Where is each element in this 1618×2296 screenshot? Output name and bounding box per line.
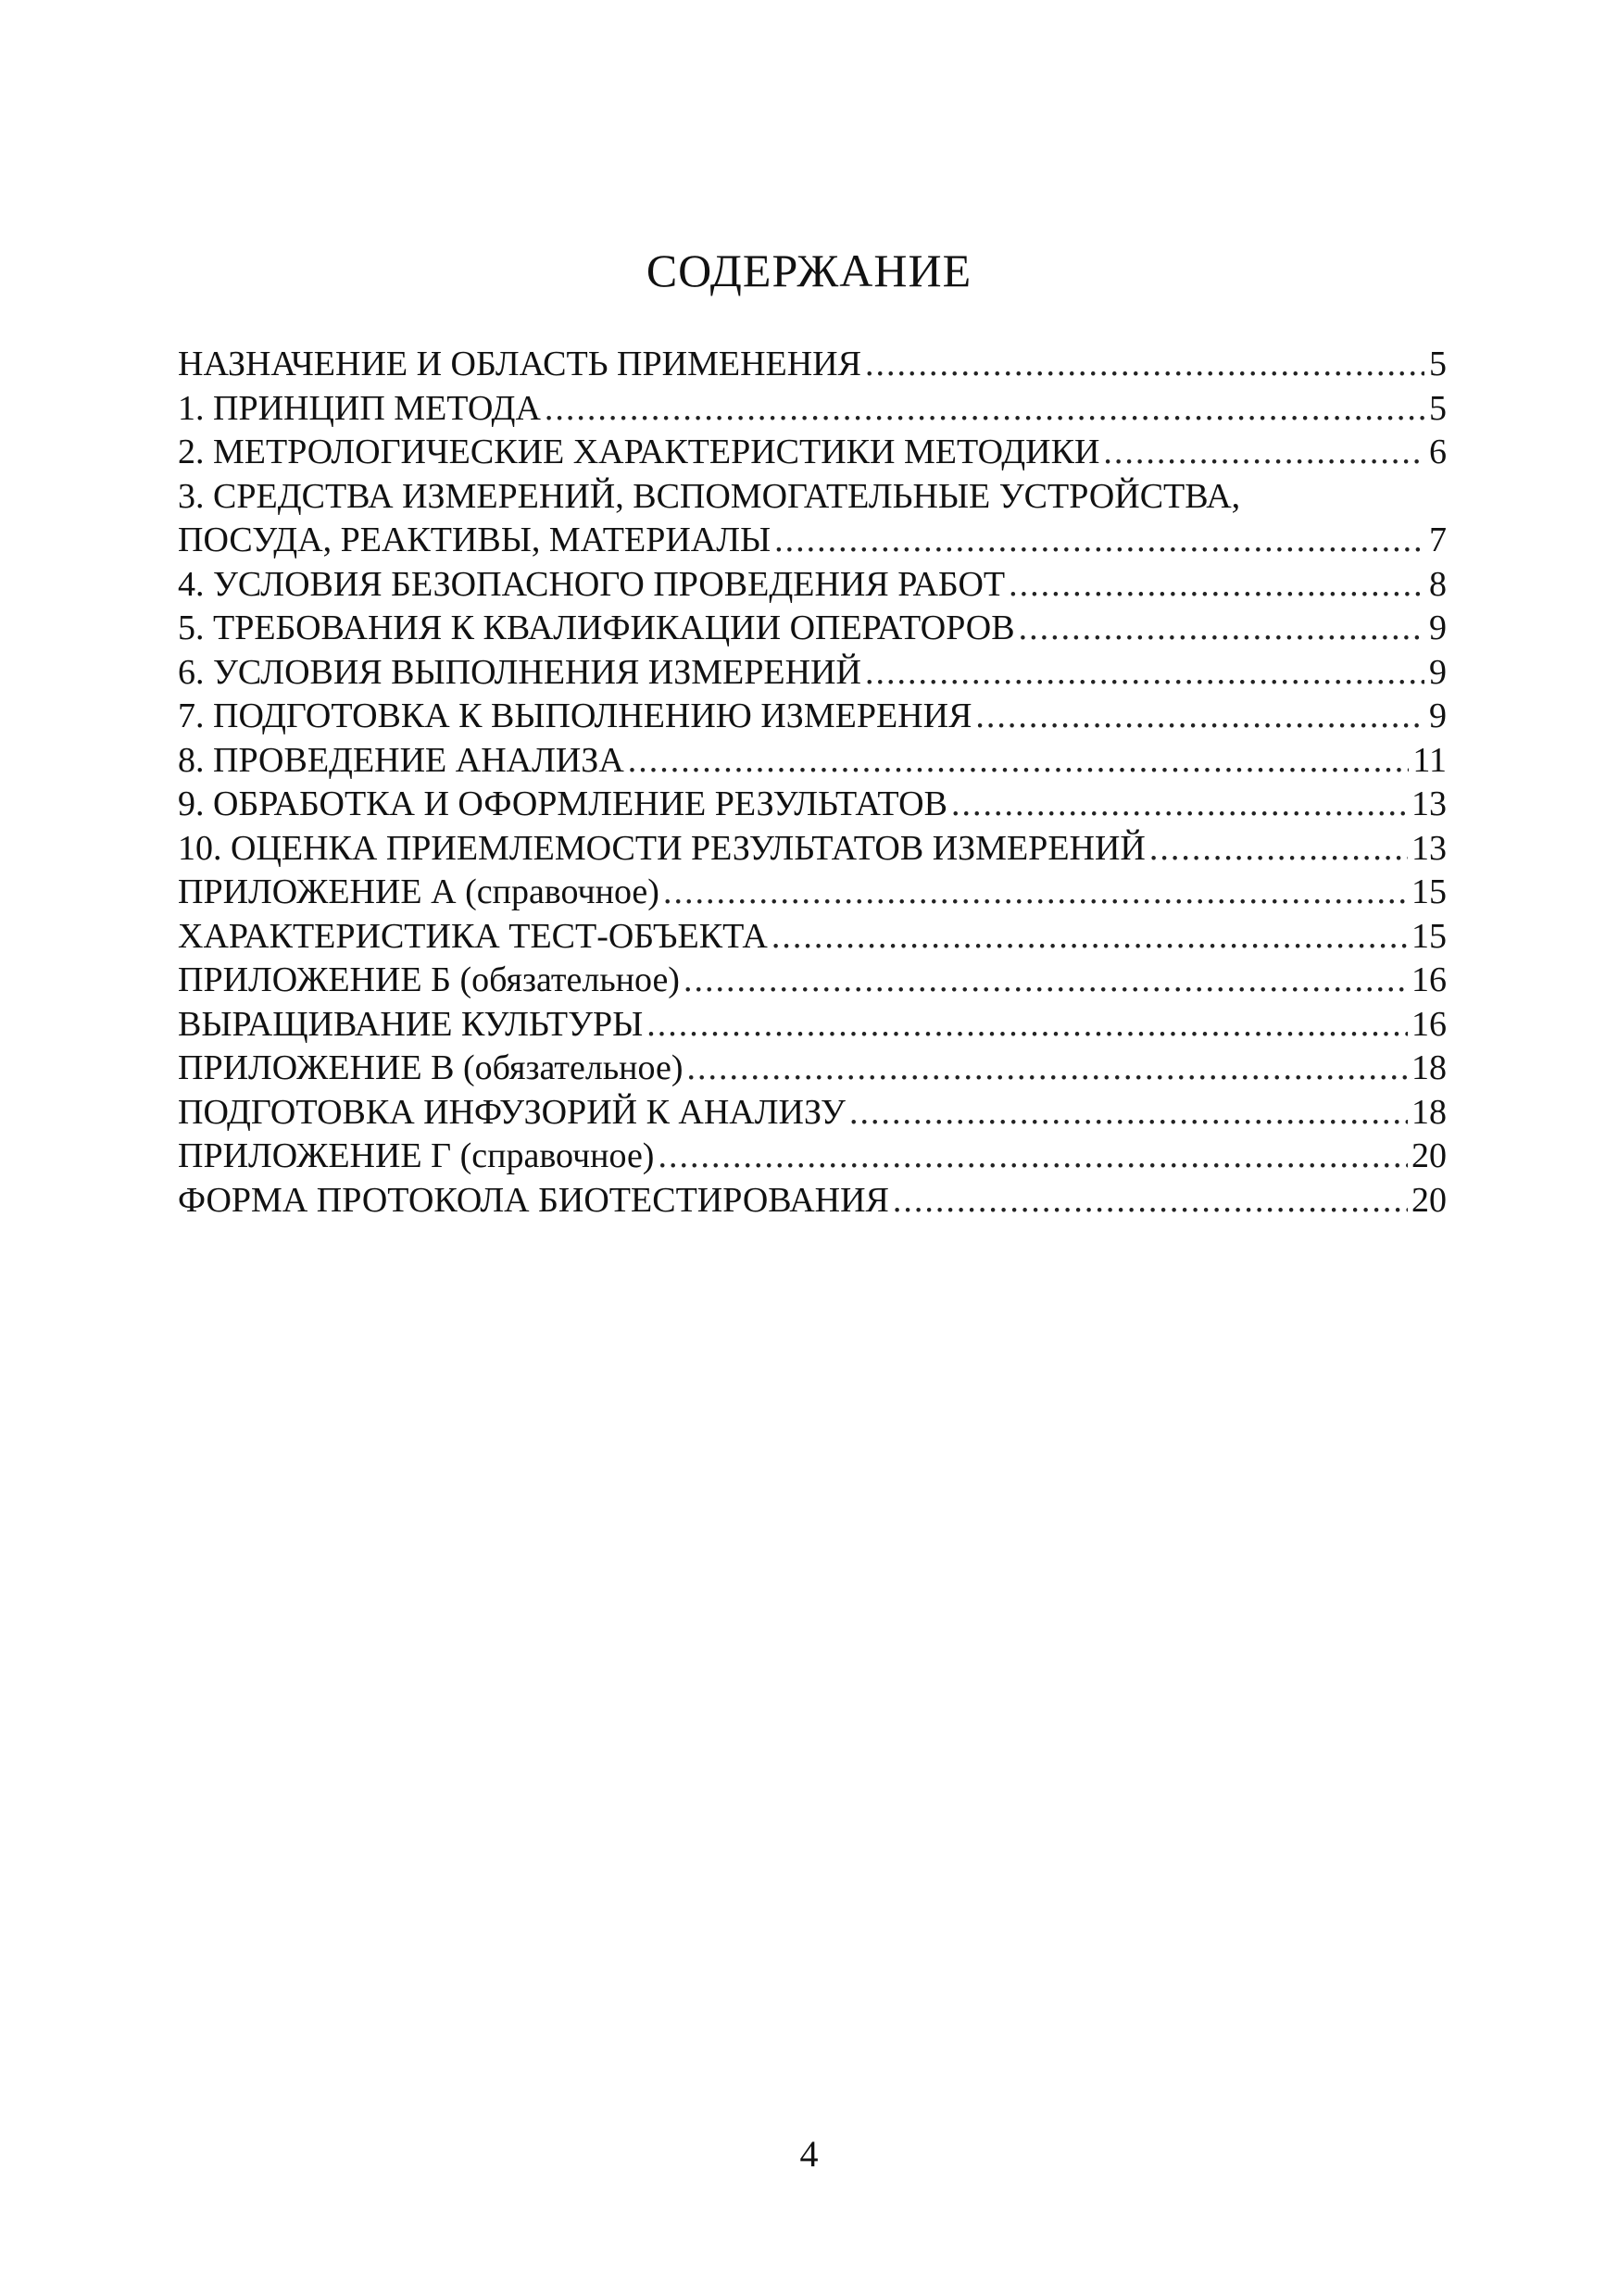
toc-dot-leader (646, 1003, 1408, 1048)
toc-dot-leader (893, 1179, 1408, 1223)
toc-entry-page: 8 (1429, 564, 1447, 604)
toc-entry (178, 1047, 1447, 1091)
toc-entry-title: ПОСУДА, РЕАКТИВЫ, МАТЕРИАЛЫ (178, 521, 771, 559)
toc-entry-page: 13 (1411, 828, 1447, 868)
toc-entry (178, 695, 1447, 739)
toc-dot-leader (1103, 431, 1424, 475)
toc-entry-page: 5 (1429, 345, 1447, 383)
toc-dot-leader (774, 519, 1424, 563)
toc-entry-title: 1. ПРИНЦИП МЕТОДА (178, 388, 541, 428)
table-of-contents (178, 343, 1447, 1223)
page-number: 4 (799, 2133, 819, 2175)
toc-dot-leader (1019, 607, 1424, 651)
toc-entry (178, 915, 1447, 960)
toc-dot-leader (865, 343, 1424, 387)
toc-entry (178, 959, 1447, 1003)
toc-dot-leader (951, 783, 1408, 827)
toc-entry (178, 607, 1447, 651)
toc-entry (178, 871, 1447, 915)
toc-dot-leader (1009, 563, 1424, 608)
toc-entry-title: ВЫРАЩИВАНИЕ КУЛЬТУРЫ (178, 1004, 644, 1044)
toc-entry-title: 7. ПОДГОТОВКА К ВЫПОЛНЕНИЮ ИЗМЕРЕНИЯ (178, 696, 972, 735)
toc-entry-title: ПРИЛОЖЕНИЕ Б (обязательное) (178, 960, 680, 999)
toc-entry-title: ХАРАКТЕРИСТИКА ТЕСТ-ОБЪЕКТА (178, 916, 768, 956)
toc-entry-page: 18 (1411, 1048, 1447, 1087)
toc-entry (178, 343, 1447, 387)
toc-entry (178, 563, 1447, 608)
toc-dot-leader (545, 387, 1424, 432)
page-title: СОДЕРЖАНИЕ (646, 245, 972, 296)
toc-entry-title: ПРИЛОЖЕНИЕ А (справочное) (178, 872, 659, 911)
toc-entry-title: ПРИЛОЖЕНИЕ Г (справочное) (178, 1136, 655, 1175)
toc-entry-title: ФОРМА ПРОТОКОЛА БИОТЕСТИРОВАНИЯ (178, 1180, 889, 1220)
toc-entry-title: 5. ТРЕБОВАНИЯ К КВАЛИФИКАЦИИ ОПЕРАТОРОВ (178, 609, 1015, 647)
toc-entry (178, 475, 1391, 520)
toc-entry (178, 1135, 1447, 1179)
toc-dot-leader (1149, 827, 1408, 872)
toc-entry-title: 2. МЕТРОЛОГИЧЕСКИЕ ХАРАКТЕРИСТИКИ МЕТОДИКИ (178, 433, 1100, 471)
toc-entry-page: 9 (1429, 609, 1447, 647)
toc-entry-page: 16 (1411, 1004, 1447, 1044)
toc-dot-leader (771, 915, 1408, 960)
toc-entry-page: 15 (1411, 872, 1447, 911)
toc-dot-leader (849, 1091, 1408, 1135)
toc-entry-page: 9 (1429, 696, 1447, 735)
toc-entry-title: 3. СРЕДСТВА ИЗМЕРЕНИЙ, ВСПОМОГАТЕЛЬНЫЕ УСТРОЙСТВА, (178, 476, 1241, 516)
toc-entry-page: 13 (1411, 784, 1447, 823)
toc-entry-page: 9 (1429, 652, 1447, 692)
toc-entry-page: 20 (1411, 1136, 1447, 1175)
toc-entry-page: 11 (1412, 740, 1447, 780)
toc-dot-leader (865, 651, 1424, 696)
toc-entry-title: 4. УСЛОВИЯ БЕЗОПАСНОГО ПРОВЕДЕНИЯ РАБОТ (178, 564, 1006, 604)
toc-entry (178, 431, 1447, 475)
toc-entry-title: 8. ПРОВЕДЕНИЕ АНАЛИЗА (178, 740, 624, 780)
toc-dot-leader (663, 871, 1408, 915)
toc-entry-title: 9. ОБРАБОТКА И ОФОРМЛЕНИЕ РЕЗУЛЬТАТОВ (178, 784, 947, 823)
toc-dot-leader (628, 739, 1410, 784)
toc-entry-title: 6. УСЛОВИЯ ВЫПОЛНЕНИЯ ИЗМЕРЕНИЙ (178, 652, 861, 692)
toc-entry-page: 5 (1429, 388, 1447, 428)
toc-entry-title: ПОДГОТОВКА ИНФУЗОРИЙ К АНАЛИЗУ (178, 1092, 846, 1132)
toc-entry (178, 783, 1447, 827)
toc-entry-page: 6 (1429, 433, 1447, 471)
toc-entry (178, 827, 1447, 872)
toc-entry (178, 1091, 1447, 1135)
toc-dot-leader (684, 959, 1408, 1003)
toc-dot-leader (975, 695, 1424, 739)
toc-entry-page: 7 (1429, 521, 1447, 559)
toc-entry-page: 15 (1411, 916, 1447, 956)
toc-entry (178, 519, 1447, 563)
toc-entry-title: НАЗНАЧЕНИЕ И ОБЛАСТЬ ПРИМЕНЕНИЯ (178, 345, 861, 383)
toc-entry (178, 1003, 1447, 1048)
toc-entry (178, 651, 1447, 696)
toc-entry-title: 10. ОЦЕНКА ПРИЕМЛЕМОСТИ РЕЗУЛЬТАТОВ ИЗМЕРЕНИЙ (178, 828, 1146, 868)
toc-entry (178, 739, 1447, 784)
toc-dot-leader (687, 1047, 1409, 1091)
toc-dot-leader (658, 1135, 1408, 1179)
toc-entry (178, 1179, 1447, 1223)
toc-entry-page: 18 (1411, 1092, 1447, 1132)
toc-entry (178, 387, 1447, 432)
toc-entry-title: ПРИЛОЖЕНИЕ В (обязательное) (178, 1048, 684, 1087)
toc-entry-page: 20 (1411, 1180, 1447, 1220)
toc-entry-page: 16 (1411, 960, 1447, 999)
